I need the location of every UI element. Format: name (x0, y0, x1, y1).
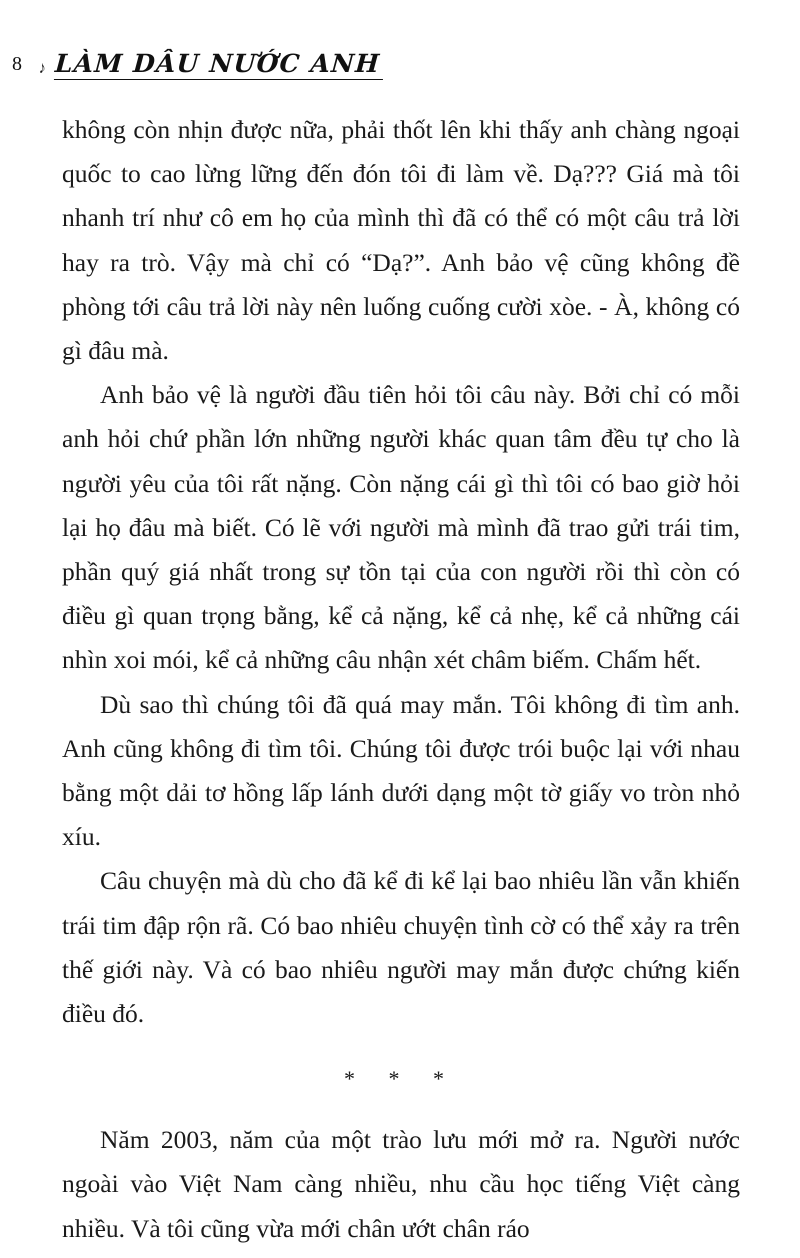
paragraph: Dù sao thì chúng tôi đã quá may mắn. Tôi không đi tìm anh. Anh cũng không đi tìm tôi. Chúng tôi được trói buộc lại với nhau bằng một dải tơ hồng lấp lánh dưới dạng một tờ giấy vo tròn nhỏ xíu. (62, 689, 740, 852)
book-title-header: LÀM DÂU NƯỚC ANH (54, 49, 385, 80)
paragraph: Anh bảo vệ là người đầu tiên hỏi tôi câu này. Bởi chỉ có mỗi anh hỏi chứ phần lớn những người khác quan tâm đều tự cho là người yêu của tôi rất nặng. Còn nặng cái gì thì tôi có bao giờ hỏi lại họ đâu mà biết. Có lẽ với người mà mình đã trao gửi trái tim, phần quý giá nhất trong sự tồn tại của con người rồi thì còn có điều gì quan trọng bằng, kể cả nặng, kể cả nhẹ, kể cả những cái nhìn xoi mói, kể cả những câu nhận xét châm biếm. Chấm hết. (62, 380, 740, 675)
running-head (0, 38, 800, 80)
section-divider: * * * (344, 1066, 458, 1092)
page-number: 8 (12, 53, 22, 75)
page-body (62, 108, 740, 1251)
paragraph: Câu chuyện mà dù cho đã kể đi kể lại bao nhiêu lần vẫn khiến trái tim đập rộn rã. Có bao nhiêu chuyện tình cờ có thể xảy ra trên thế giới này. Và có bao nhiêu người may mắn được chứng kiến điều đó. (62, 866, 740, 1029)
paragraph: không còn nhịn được nữa, phải thốt lên khi thấy anh chàng ngoại quốc to cao lừng lững đến đón tôi đi làm về. Dạ??? Giá mà tôi nhanh trí như cô em họ của mình thì đã có thể có một câu trả lời hay ra trò. Vậy mà chỉ có “Dạ?”. Anh bảo vệ cũng không đề phòng tới câu trả lời này nên luống cuống cười xòe. - À, không có gì đâu mà. (62, 115, 740, 366)
paragraph: Năm 2003, năm của một trào lưu mới mở ra. Người nước ngoài vào Việt Nam càng nhiều, nhu cầu học tiếng Việt càng nhiều. Và tôi cũng vừa mới chân ướt chân ráo (62, 1125, 740, 1243)
music-note-icon: ♪ (38, 58, 46, 77)
